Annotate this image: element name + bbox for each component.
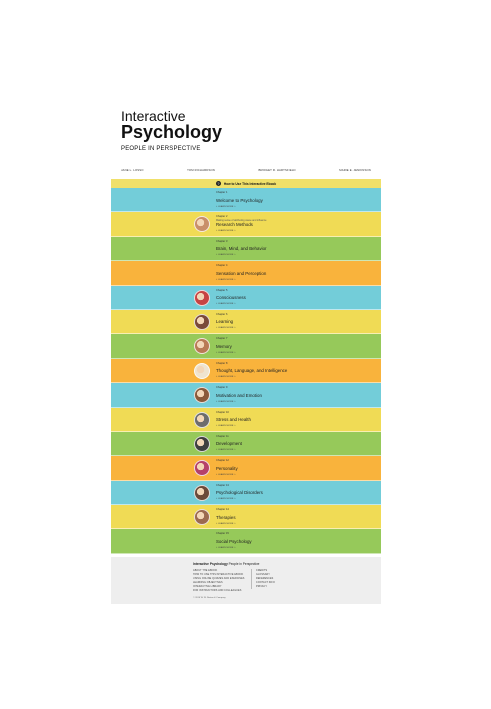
chapter-thumbnail-image[interactable] [194, 216, 210, 232]
chapter-row[interactable] [111, 408, 381, 432]
chapter-thumbnail-image[interactable] [194, 338, 210, 354]
chapter-title-link[interactable]: Learning [216, 319, 234, 325]
chapter-title-link[interactable]: Psychological Disorders [216, 490, 263, 496]
chapter-number: Chapter 2 [216, 215, 228, 219]
chapter-title-link[interactable]: Stress and Health [216, 417, 251, 423]
learn-more-link[interactable]: » LEARN MORE » [216, 229, 236, 232]
learn-more-link[interactable]: » LEARN MORE » [216, 278, 236, 281]
learn-more-link[interactable]: » LEARN MORE » [216, 425, 236, 428]
learn-more-link[interactable]: » LEARN MORE » [216, 449, 236, 452]
chapter-number: Chapter 5 [216, 288, 228, 292]
chapter-number: Chapter 15 [216, 532, 229, 536]
learn-more-link[interactable]: » LEARN MORE » [216, 205, 236, 208]
chapter-thumbnail-image[interactable] [194, 387, 210, 403]
footer-links-primary [193, 569, 245, 593]
chapter-thumbnail-image[interactable] [194, 436, 210, 452]
chapter-row[interactable] [111, 334, 381, 358]
chapter-title-link[interactable]: Research Methods [216, 221, 253, 227]
chapter-title-link[interactable]: Personality [216, 465, 238, 471]
chapter-thumbnail-image[interactable] [194, 290, 210, 306]
footer-links-secondary [251, 569, 296, 589]
chapter-number: Chapter 7 [216, 337, 228, 341]
learn-more-link[interactable]: » LEARN MORE » [216, 303, 236, 306]
chapter-title-link[interactable]: Development [216, 441, 242, 447]
chapter-row[interactable] [111, 188, 381, 212]
learn-more-link[interactable]: » LEARN MORE » [216, 376, 236, 379]
footer-link[interactable]: HOW TO USE THIS INTERACTIVE EBOOK [193, 573, 244, 576]
chapter-thumbnail-image[interactable] [194, 460, 210, 476]
chapter-number: Chapter 1 [216, 191, 228, 194]
chapter-row[interactable] [111, 383, 381, 407]
chapter-row[interactable] [111, 529, 381, 553]
chapter-row[interactable] [111, 505, 381, 529]
footer-brand-bold: Interactive Psychology [193, 562, 228, 566]
author-name: JANE L. LOSSO [121, 168, 144, 172]
book-title-line1: Interactive [121, 108, 186, 124]
chapter-title-link[interactable]: Therapies [216, 514, 236, 520]
help-circle-icon: ? [217, 181, 220, 186]
chapter-row[interactable] [111, 432, 381, 456]
chapter-title-link[interactable]: Consciousness [216, 295, 246, 301]
chapter-row[interactable] [111, 359, 381, 383]
chapter-number: Chapter 11 [216, 434, 229, 438]
author-name: TOM RICHARDSON [187, 168, 215, 172]
footer-link[interactable]: PRIVACY [256, 585, 268, 588]
footer-link[interactable]: USING ONLINE QUIZZES AND EXERCISES [193, 577, 245, 580]
chapter-row[interactable] [111, 237, 381, 261]
chapter-number: Chapter 13 [216, 483, 229, 487]
chapter-row[interactable] [111, 456, 381, 480]
chapter-number: Chapter 4 [216, 264, 228, 268]
chapter-number: Chapter 8 [216, 361, 228, 365]
chapter-subtitle: Making sense of attributing cause and influence [216, 218, 267, 222]
how-to-use-link[interactable] [111, 179, 381, 188]
chapter-row[interactable] [111, 310, 381, 334]
chapter-number: Chapter 10 [216, 410, 229, 414]
chapter-number: Chapter 12 [216, 459, 229, 463]
book-title-line2: Psychology [121, 122, 223, 142]
learn-more-link[interactable]: » LEARN MORE » [216, 351, 236, 354]
chapter-number: Chapter 3 [216, 239, 228, 243]
chapter-thumbnail-image[interactable] [194, 509, 210, 525]
footer-brand [193, 562, 259, 566]
chapter-row[interactable] [111, 286, 381, 310]
chapter-thumbnail-image[interactable] [194, 363, 210, 379]
chapter-title-link[interactable]: Social Psychology [216, 538, 252, 544]
chapter-number: Chapter 9 [216, 386, 228, 390]
chapter-list [111, 188, 381, 554]
chapter-number: Chapter 14 [216, 508, 229, 512]
chapter-thumbnail-image[interactable] [194, 412, 210, 428]
chapter-title-link[interactable]: Brain, Mind, and Behavior [216, 246, 267, 252]
chapter-number: Chapter 6 [216, 312, 228, 316]
footer-link[interactable]: INTERACTIVE LIBRARY [193, 585, 222, 588]
author-name: MARIE E. JENKINSON [339, 168, 371, 172]
footer-link[interactable]: ABOUT THE EBOOK [193, 569, 218, 572]
learn-more-link[interactable]: » LEARN MORE » [216, 473, 236, 476]
footer-brand-rest: People in Perspective [227, 562, 260, 566]
learn-more-link[interactable]: » LEARN MORE » [216, 546, 236, 549]
chapter-row[interactable] [111, 481, 381, 505]
learn-more-link[interactable]: » LEARN MORE » [216, 400, 236, 403]
how-to-use-label: How to Use This Interactive Ebook [223, 181, 277, 186]
footer-copyright: © 2016 W. W. Norton & Company [193, 597, 226, 599]
footer-link[interactable]: GLOSSARY [256, 573, 270, 576]
chapter-row[interactable] [111, 261, 381, 285]
chapter-title-link[interactable]: Sensation and Perception [216, 270, 267, 276]
chapter-title-link[interactable]: Thought, Language, and Intelligence [216, 368, 288, 374]
chapter-title-link[interactable]: Memory [216, 343, 232, 349]
learn-more-link[interactable]: » LEARN MORE » [216, 327, 236, 330]
chapter-thumbnail-image[interactable] [194, 314, 210, 330]
learn-more-link[interactable]: » LEARN MORE » [216, 254, 236, 257]
chapter-title-link[interactable]: Welcome to Psychology [216, 197, 263, 203]
chapter-thumbnail-image[interactable] [194, 485, 210, 501]
footer-link[interactable]: CREDITS [256, 569, 268, 572]
book-subtitle: PEOPLE IN PERSPECTIVE [121, 146, 201, 152]
footer-link[interactable]: LEARNING OBJECTIVES [193, 581, 223, 584]
footer-link[interactable]: REFERENCES [256, 577, 274, 580]
chapter-title-link[interactable]: Motivation and Emotion [216, 392, 262, 398]
learn-more-link[interactable]: » LEARN MORE » [216, 522, 236, 525]
footer [111, 557, 381, 604]
author-name: BRIDGET R. HARTSFIELD [258, 168, 296, 172]
learn-more-link[interactable]: » LEARN MORE » [216, 498, 236, 501]
authors-row [111, 168, 381, 178]
chapter-row[interactable] [111, 212, 381, 236]
footer-link[interactable]: CONTACT INFO [256, 581, 275, 584]
footer-link[interactable]: FOR INSTRUCTORS AND COLLEAGUES [193, 589, 242, 592]
